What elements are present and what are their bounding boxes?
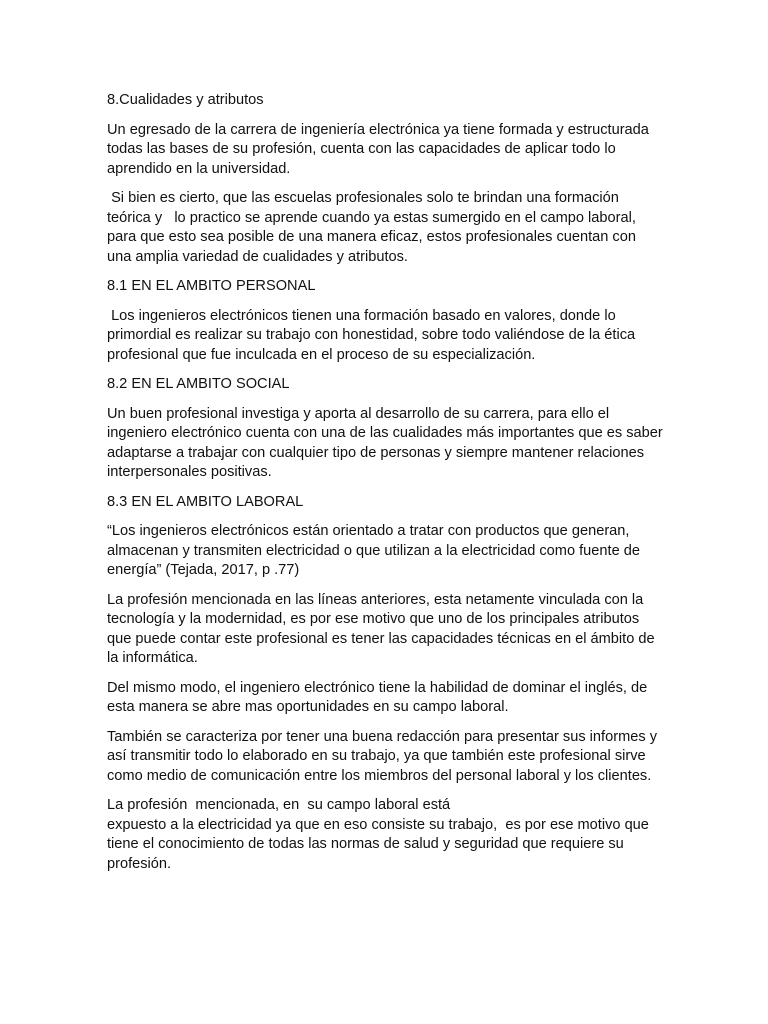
- paragraph-tecnologia: La profesión mencionada en las líneas anteriores, esta netamente vinculada con la tecnología y la modernidad, es por ese motivo que uno de los principales atributos que puede contar este profesional es tener las capacidades técnicas en el ámbito de la informática.: [107, 591, 659, 666]
- section-heading-cualidades: 8.Cualidades y atributos: [107, 92, 264, 108]
- paragraph-valores: Los ingenieros electrónicos tienen una formación basado en valores, donde lo primordial es realizar su trabajo con honestidad, sobre todo valiéndose de la ética profesional que fue inculcada en el proceso de su especialización.: [107, 307, 640, 363]
- paragraph-egresado: Un egresado de la carrera de ingeniería electrónica ya tiene formada y estructurada todas las bases de su profesión, cuenta con las capacidades de aplicar todo lo aprendido en la universidad.: [107, 121, 653, 177]
- paragraph-ingles: Del mismo modo, el ingeniero electrónico tiene la habilidad de dominar el inglés, de esta manera se abre mas oportunidades en su campo laboral.: [107, 679, 652, 715]
- paragraph-buen-profesional: Un buen profesional investiga y aporta al desarrollo de su carrera, para ello el ingeniero electrónico cuenta con una de las cualidades más importantes que es saber adaptarse a trabajar con cualquier tipo de personas y siempre mantener relaciones interpersonales positivas.: [107, 405, 667, 480]
- section-heading-ambito-laboral: 8.3 EN EL AMBITO LABORAL: [107, 493, 304, 510]
- section-heading-ambito-social: 8.2 EN EL AMBITO SOCIAL: [107, 376, 290, 392]
- paragraph-redaccion: También se caracteriza por tener una buena redacción para presentar sus informes y así transmitir todo lo elaborado en su trabajo, ya que también este profesional sirve como medio de comunicación entre los miembros del personal laboral y los clientes.: [107, 728, 662, 784]
- section-heading-ambito-personal: 8.1 EN EL AMBITO PERSONAL: [107, 278, 316, 294]
- paragraph-quote-tejada: “Los ingenieros electrónicos están orientado a tratar con productos que generan, almacenan y transmiten electricidad o que utilizan a la electricidad como fuente de energía” (Tejada, 2017, p .77): [107, 523, 645, 578]
- paragraph-electricidad: La profesión mencionada, en su campo laboral está expuesto a la electricidad ya que en eso consiste su trabajo, es por ese motivo que tiene el conocimiento de todas las normas de salud y seguridad que requiere su profesión.: [107, 797, 649, 872]
- document-body: [107, 91, 667, 884]
- paragraph-formacion-teorica: Si bien es cierto, que las escuelas profesionales solo te brindan una formación teórica y lo practico se aprende cuando ya estas sumergido en el campo laboral, para que esto sea posible de una manera eficaz, estos profesionales cuentan con una amplia variedad de cualidades y atributos.: [107, 190, 641, 265]
